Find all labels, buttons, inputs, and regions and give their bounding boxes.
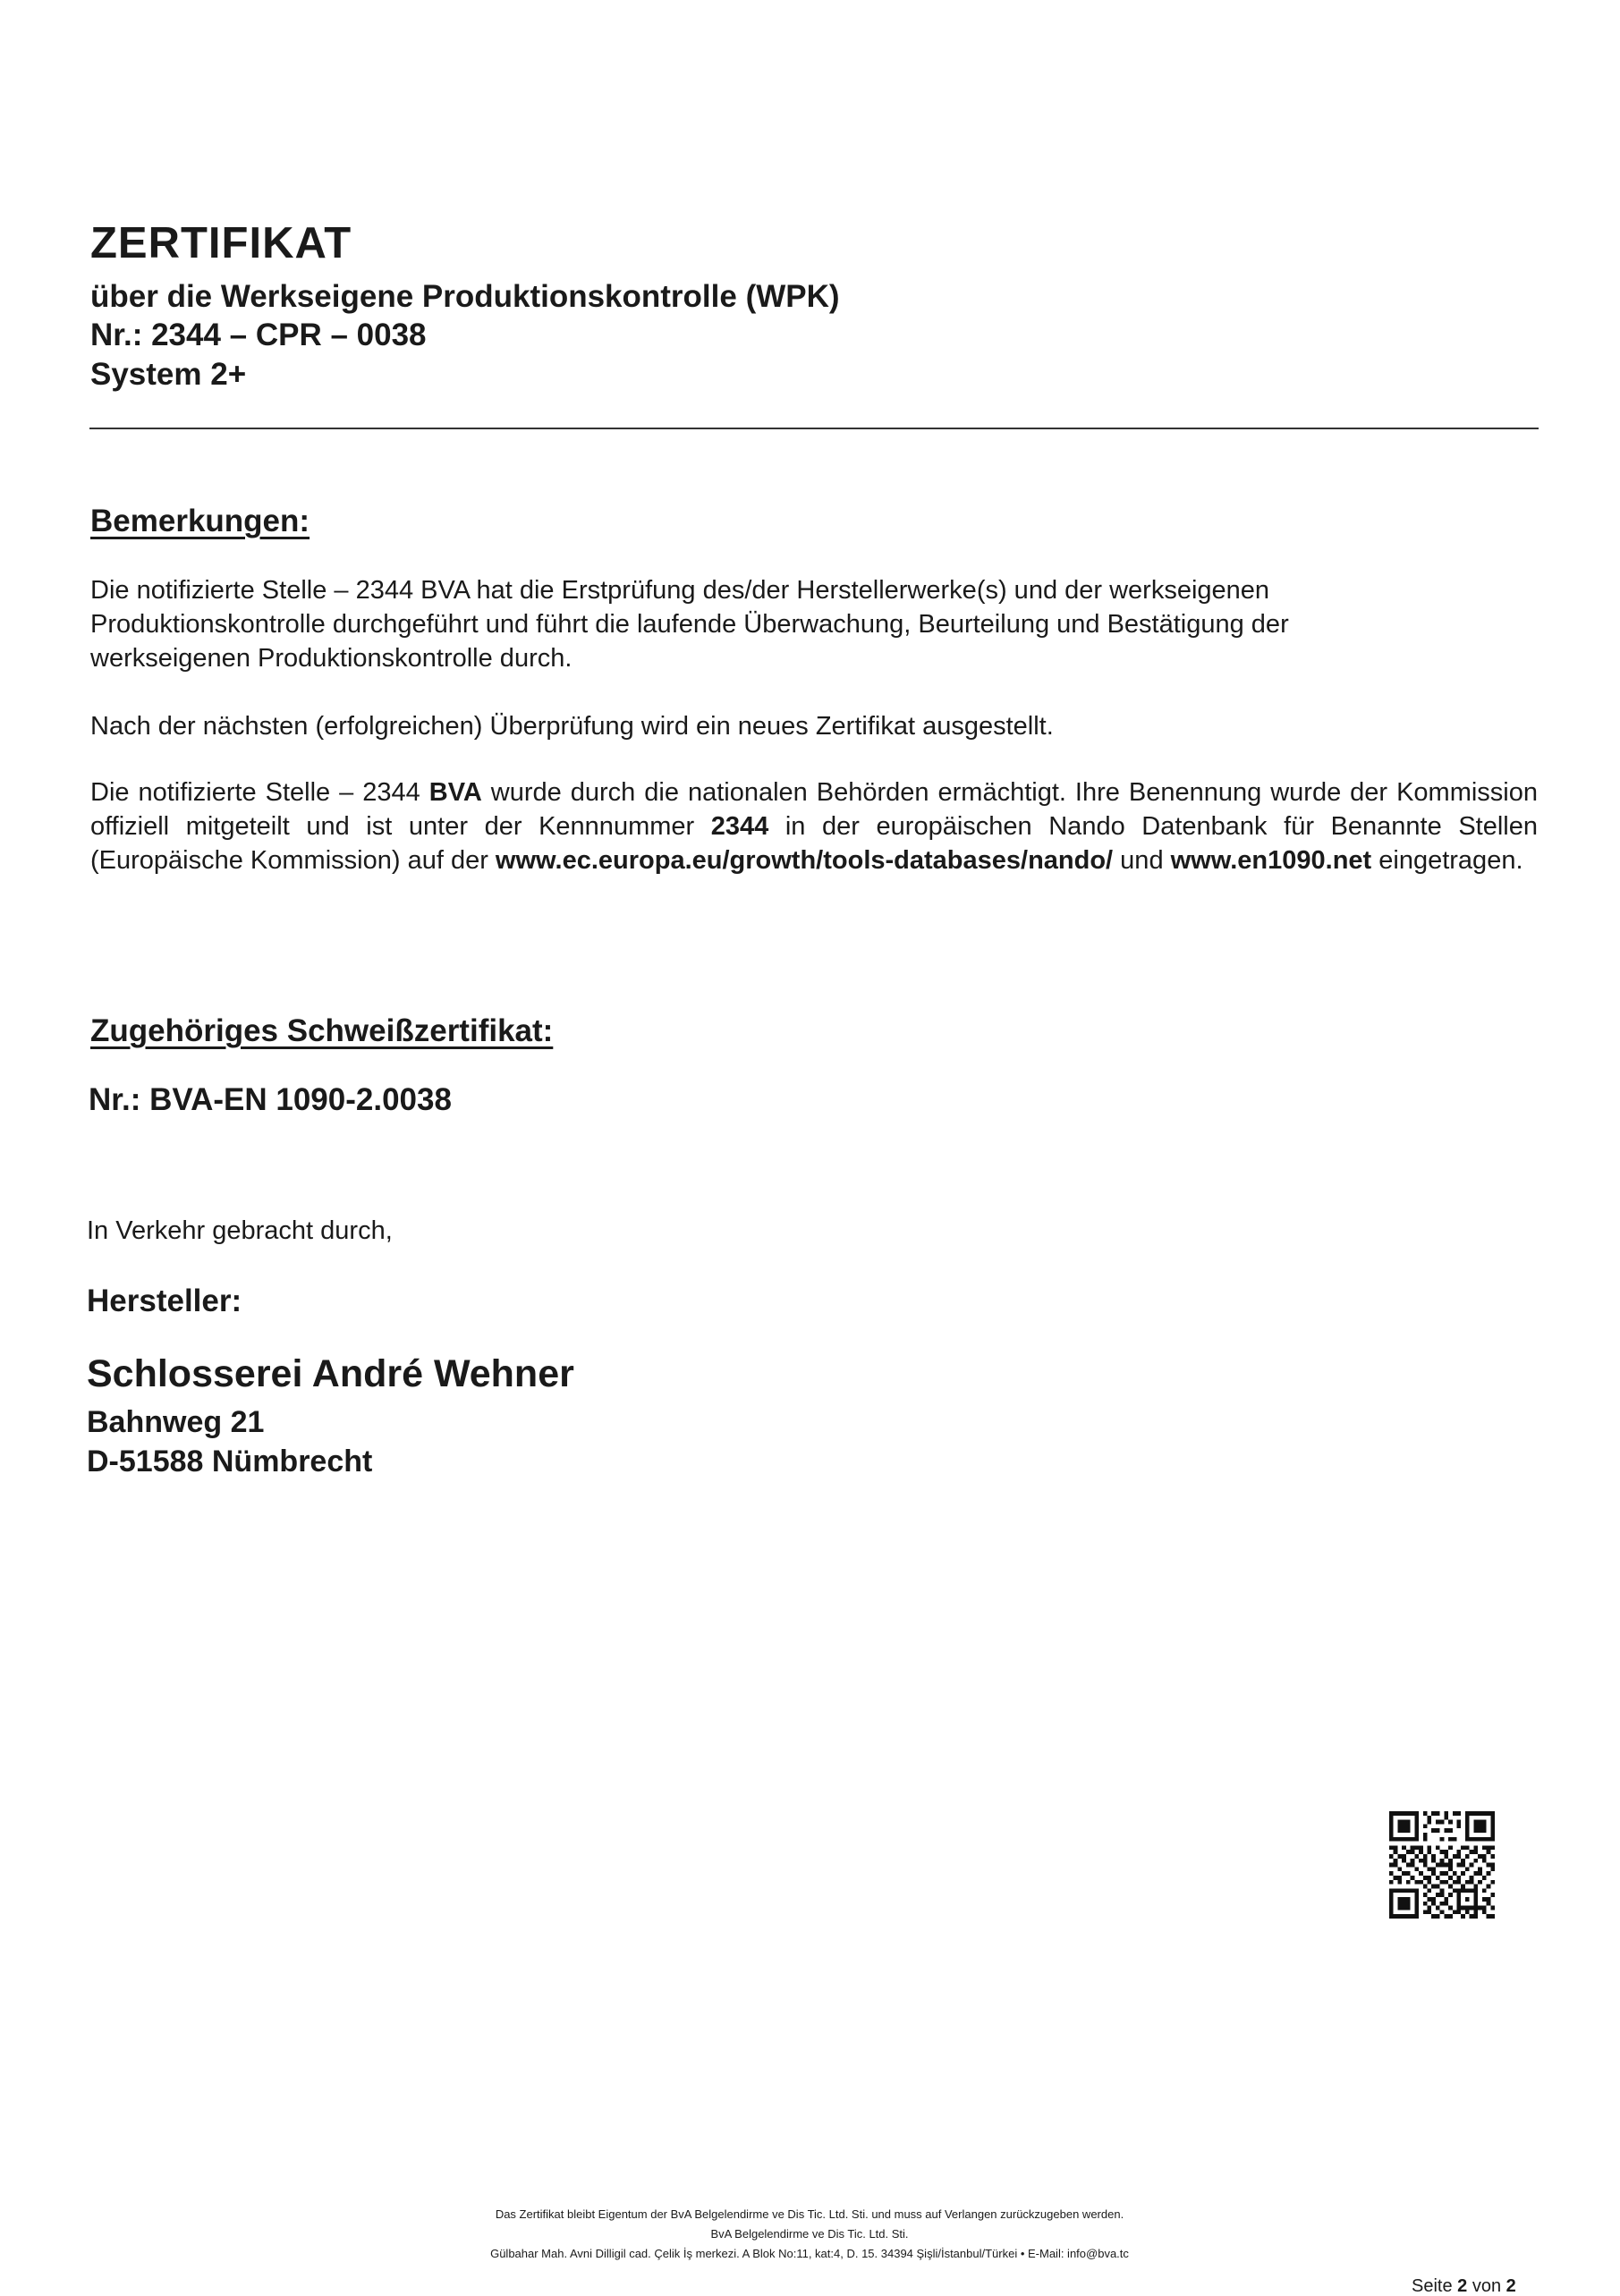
footer-ownership-note: Das Zertifikat bleibt Eigentum der BvA Belgelendirme ve Dis Tic. Ltd. Sti. und muss auf Verlangen zurückzugeben werden. — [495, 2207, 1124, 2221]
manufacturer-city: D-51588 Nümbrecht — [87, 1445, 373, 1478]
certificate-system: System 2+ — [90, 357, 247, 392]
header-divider — [89, 428, 1539, 429]
welding-heading: Zugehöriges Schweißzertifikat: — [90, 1013, 554, 1048]
remarks-paragraph-2: Nach der nächsten (erfolgreichen) Überprüfung wird ein neues Zertifikat ausgestellt. — [90, 712, 1054, 741]
nando-link[interactable]: www.ec.europa.eu/growth/tools-databases/nando/ — [495, 846, 1114, 875]
footer-company: BvA Belgelendirme ve Dis Tic. Ltd. Sti. — [710, 2227, 909, 2241]
p3-text: in der europäischen Nando Datenbank für Benannte Stellen (Europäische Kommission) auf der — [90, 812, 1539, 875]
manufacturer-name: Schlosserei André Wehner — [87, 1352, 574, 1395]
p3-bold-number: 2344 — [710, 812, 769, 841]
manufacturer-street: Bahnweg 21 — [87, 1405, 265, 1439]
page-total: 2 — [1505, 2276, 1516, 2296]
remarks-p1-line: Produktionskontrolle durchgeführt und führt die laufende Überwachung, Beurteilung und Bestätigung der — [90, 610, 1289, 639]
remarks-p1-line: Die notifizierte Stelle – 2344 BVA hat die Erstprüfung des/der Herstellerwerke(s) und der werkseigenen — [90, 576, 1270, 605]
page-prefix: Seite — [1412, 2276, 1453, 2296]
p3-bold-bva: BVA — [428, 778, 482, 807]
p3-text: wurde durch die nationalen Behörden ermächtigt. Ihre Benennung wurde der Kommission offiziell mitgeteilt und ist unter der Kennnummer — [90, 778, 1538, 841]
certificate-number: Nr.: 2344 – CPR – 0038 — [90, 318, 427, 352]
footer-address: Gülbahar Mah. Avni Dilligil cad. Çelik İş merkezi. A Blok No:11, kat:4, D. 15. 34394 Şişli/İstanbul/Türkei • E-Mail: info@bva.tc — [490, 2247, 1129, 2260]
certificate-title: ZERTIFIKAT — [90, 219, 352, 267]
qr-code-icon — [1389, 1811, 1495, 1919]
page-current: 2 — [1457, 2276, 1468, 2296]
certificate-subtitle: über die Werkseigene Produktionskontrolle (WPK) — [90, 279, 840, 314]
welding-number: Nr.: BVA-EN 1090-2.0038 — [89, 1082, 452, 1117]
p3-text: eingetragen. — [1371, 846, 1523, 875]
page-sep: von — [1472, 2276, 1502, 2296]
remarks-heading: Bemerkungen: — [90, 504, 310, 538]
p3-text: und — [1113, 846, 1171, 875]
page-number — [1412, 2277, 1516, 2295]
en1090-link[interactable]: www.en1090.net — [1170, 846, 1372, 875]
remarks-paragraph-3 — [90, 775, 1538, 877]
remarks-p1-line: werkseigenen Produktionskontrolle durch. — [90, 644, 573, 673]
placed-on-market-intro: In Verkehr gebracht durch, — [87, 1216, 393, 1245]
p3-text: Die notifizierte Stelle – 2344 — [90, 778, 429, 807]
manufacturer-label: Hersteller: — [87, 1284, 242, 1318]
